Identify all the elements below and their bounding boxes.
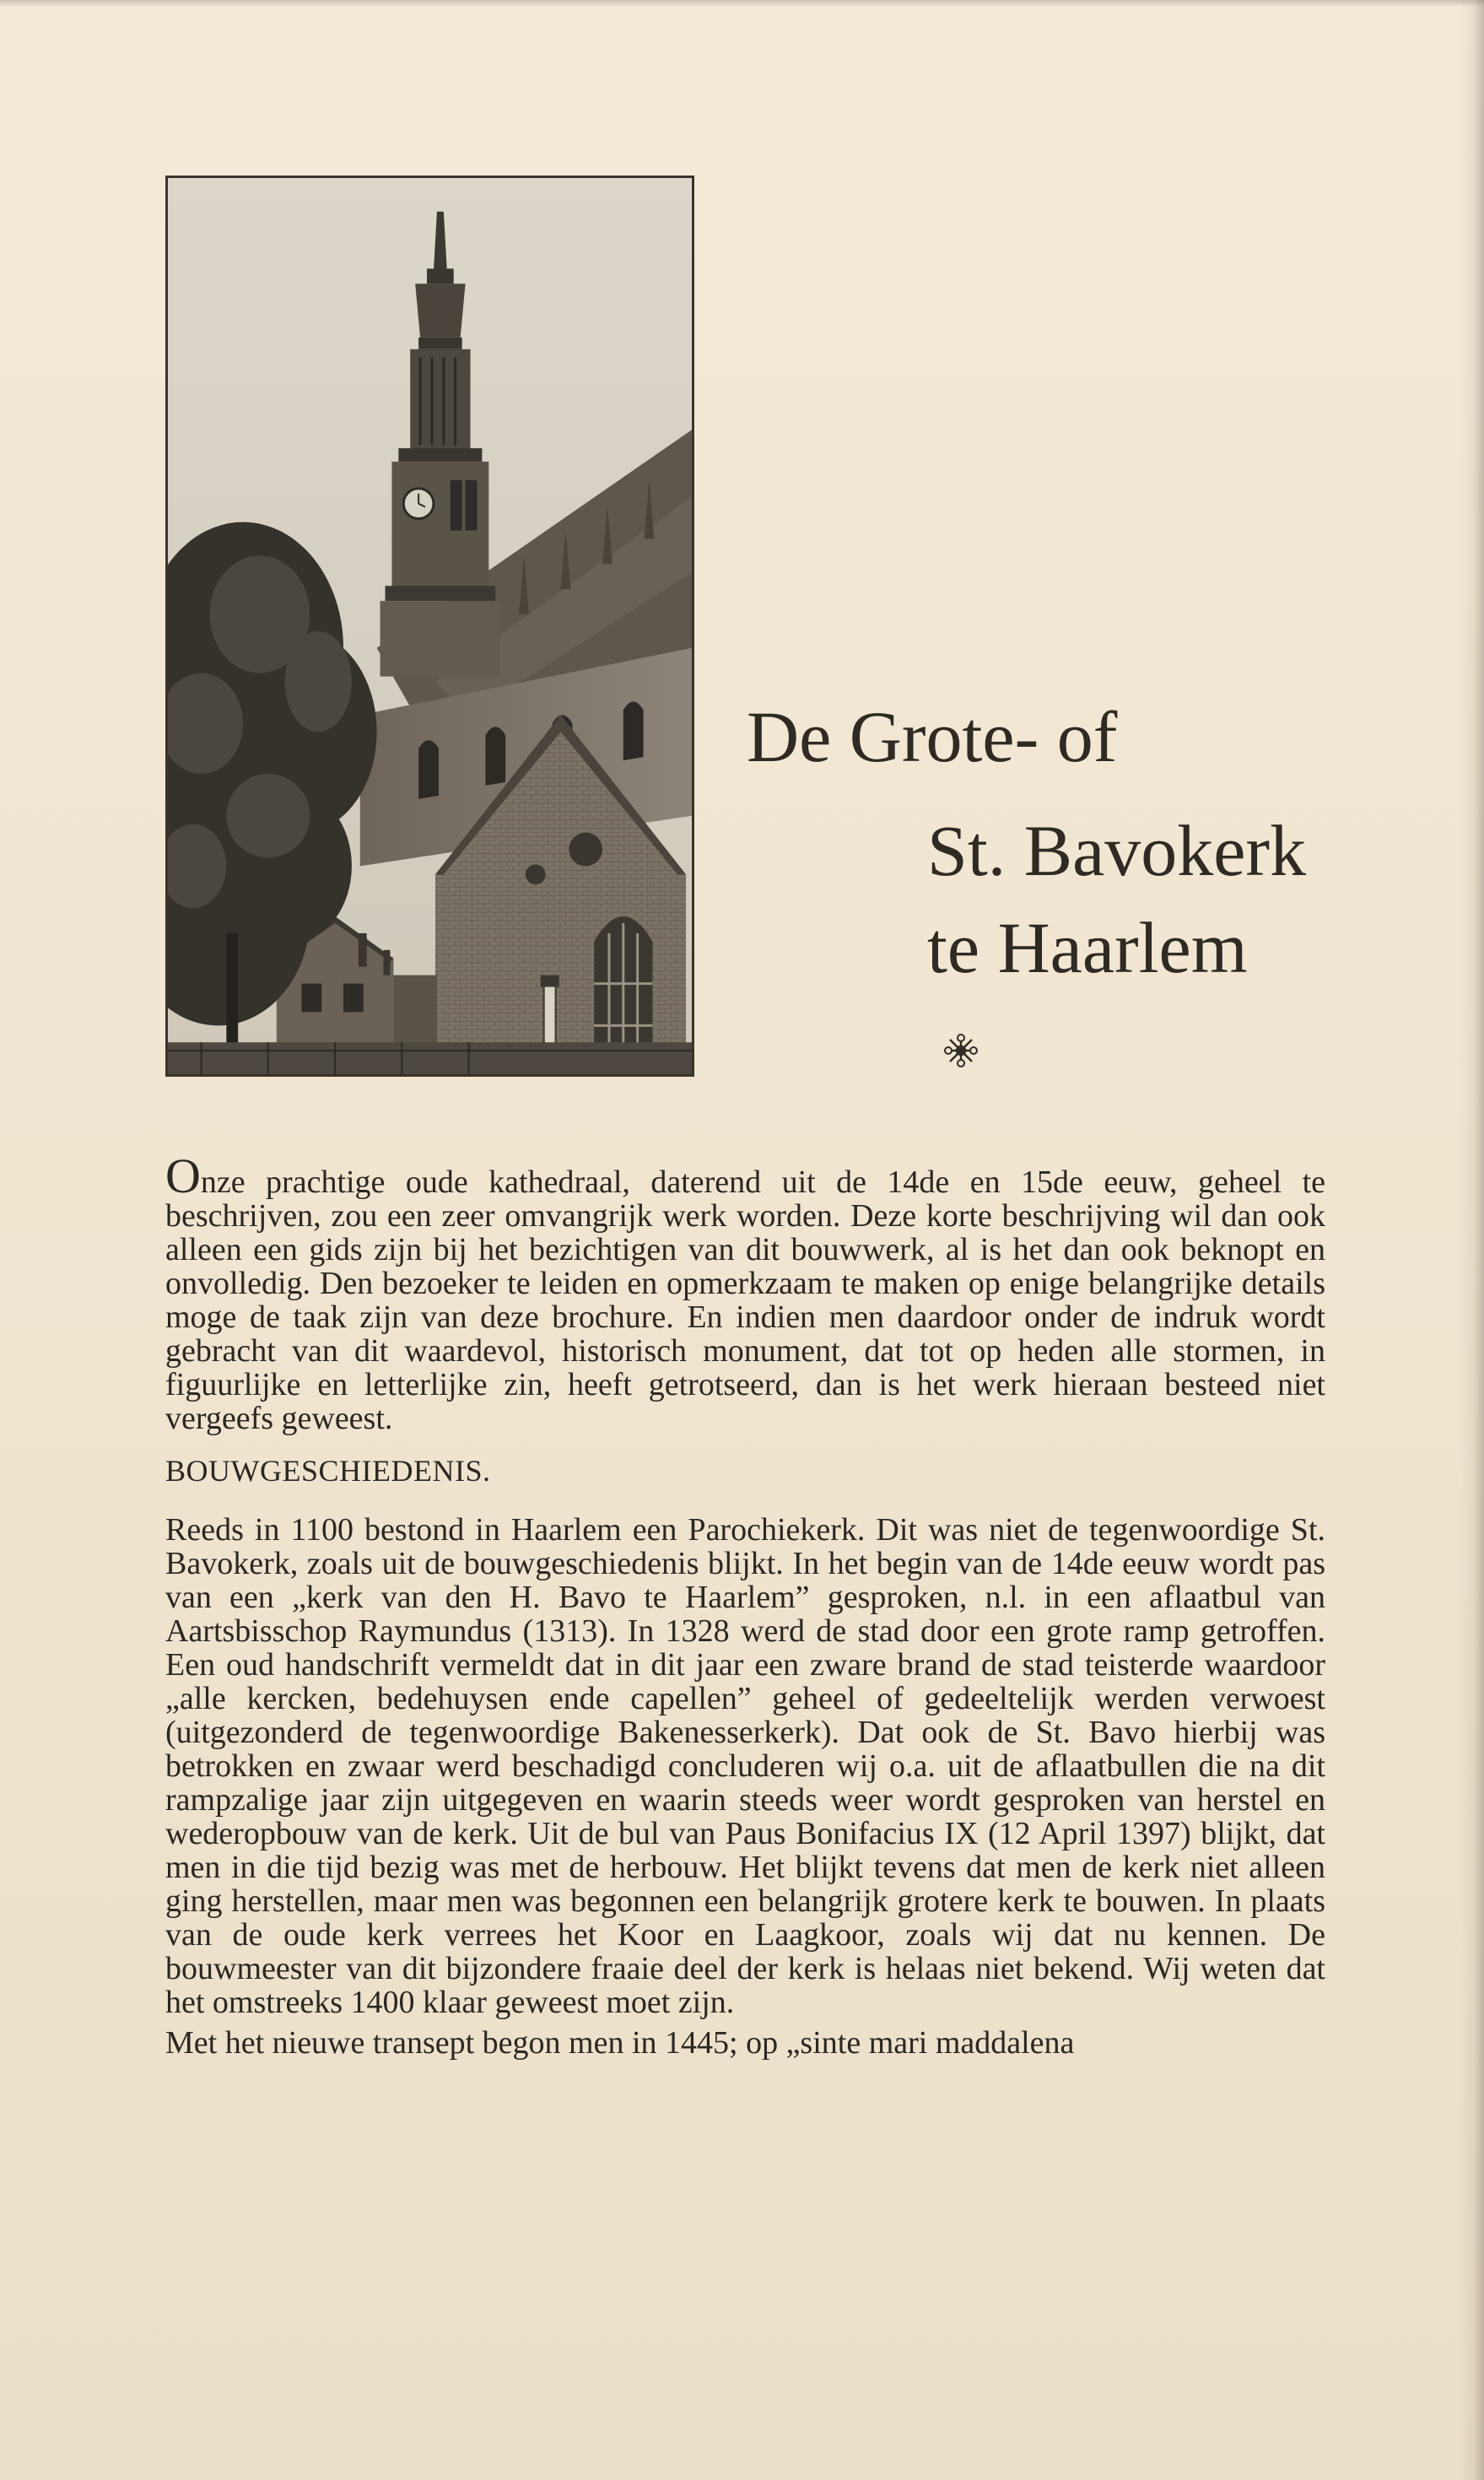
section-paragraph-1: Reeds in 1100 bestond in Haarlem een Parochiekerk. Dit was niet de tegenwoordige St. Bavokerk, zoals uit de bouwgeschiedenis blijkt. In het begin van de 14de eeuw wordt pas van een „kerk van den H. Bavo te Haarlem” gesproken, n.l. in een aflaatbul van Aartsbisschop Raymundus (1313). In 1328 werd de stad door een grote ramp getroffen. Een oud handschrift vermeldt dat in dit jaar een zware brand de stad teisterde waardoor „alle kercken, bedehuysen ende capellen” geheel of gedeeltelijk werden verwoest (uitgezonderd de tegenwoordige Bakenesserkerk). Dat ook de St. Bavo hierbij was betrokken en zwaar werd beschadigd concluderen wij o.a. uit de aflaatbullen die na dit rampzalige jaar zijn uitgegeven en waarin steeds weer wordt gesproken van herstel en wederopbouw van de kerk. Uit de bul van Paus Bonifacius IX (12 April 1397) blijkt, dat men in die tijd bezig was met de herbouw. Het blijkt tevens dat men de kerk niet alleen ging herstellen, maar men was begonnen een belangrijk grotere kerk te bouwen. In plaats van de oude kerk verrees het Koor en Laagkoor, zoals wij dat nu kennen. De bouwmeester van dit bijzondere fraaie deel der kerk is helaas niet bekend. Wij weten dat het omstreeks 1400 klaar geweest moet zijn.: [165, 1512, 1325, 2020]
section-heading: BOUWGESCHIEDENIS.: [165, 1454, 491, 1488]
title-line-1: De Grote- of: [747, 696, 1118, 777]
page-edge-shadow: [1459, 0, 1484, 2480]
cathedral-photo-drawing: [168, 178, 692, 1074]
intro-paragraph: [165, 1148, 1325, 1436]
cathedral-photo: [165, 176, 694, 1077]
asterism-icon: [943, 1033, 979, 1068]
intro-dropcap: O: [165, 1148, 201, 1203]
body-text: [165, 1148, 1325, 2061]
title-line-3: te Haarlem: [927, 907, 1248, 988]
page-top-shadow: [0, 0, 1484, 7]
intro-text: nze prachtige oude kathedraal, daterend uit de 14de en 15de eeuw, geheel te beschrijven, zou een zeer omvangrijk werk worden. Deze korte beschrijving wil dan ook alleen een gids zijn bij het bezichtigen van dit bouwwerk, al is het dan ook beknopt en onvolledig. Den bezoeker te leiden en opmerkzaam te maken op enige belangrijke details moge de taak zijn van deze brochure. En indien men daardoor onder de indruk wordt gebracht van dit waardevol, historisch monument, dat tot op heden alle stormen, in figuurlijke en letterlijke zin, heeft getrotseerd, dan is het werk hieraan besteed niet vergeefs geweest.: [165, 1164, 1325, 1436]
section-paragraph-2: Met het nieuwe transept begon men in 1445; op „sinte mari maddalena: [165, 2025, 1075, 2061]
title-line-2: St. Bavokerk: [927, 810, 1307, 891]
